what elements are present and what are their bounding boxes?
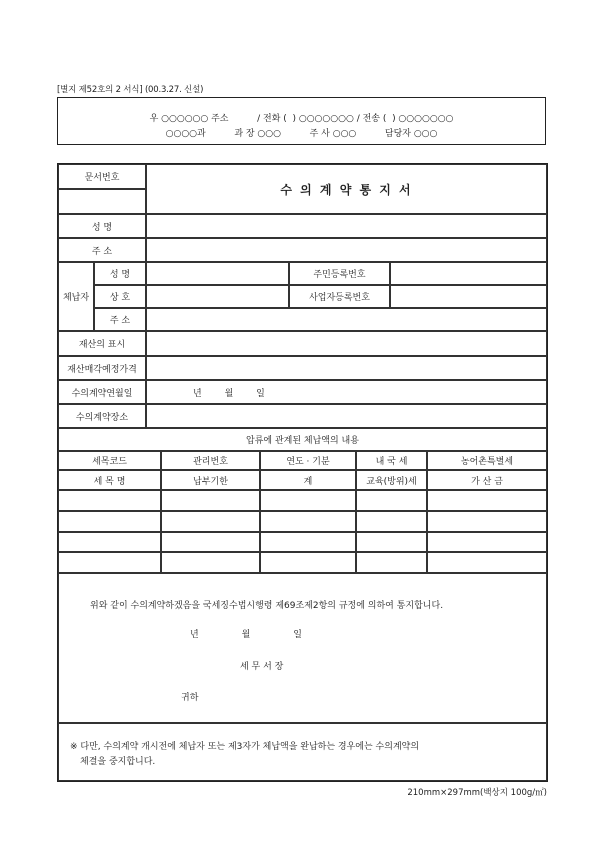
table-cell[interactable] — [356, 511, 427, 532]
table-cell[interactable] — [58, 490, 161, 511]
contract-date-field[interactable]: 년 월 일 — [146, 380, 547, 404]
sender-staff-line: ○○○○과 과 장 ○○○ 주 사 ○○○ 담당자 ○○○ — [165, 129, 438, 139]
col-management-no: 관리번호 — [161, 451, 260, 470]
taxpayer-name-field[interactable] — [146, 262, 289, 285]
table-cell[interactable] — [427, 490, 547, 511]
taxpayer-label: 체납자 — [58, 262, 94, 331]
trade-name-label: 상 호 — [94, 285, 146, 308]
table-cell[interactable] — [356, 552, 427, 573]
table-cell[interactable] — [161, 490, 260, 511]
notice-body — [58, 573, 547, 723]
table-cell[interactable] — [260, 552, 356, 573]
form-caption: [별지 제52호의 2 서식] (00.3.27. 신설) — [57, 85, 204, 95]
name-label: 성 명 — [58, 214, 146, 238]
table-cell[interactable] — [260, 511, 356, 532]
sender-info-box — [57, 97, 546, 145]
col-internal-tax: 내 국 세 — [356, 451, 427, 470]
sale-price-label: 재산매각예정가격 — [58, 356, 146, 380]
taxpayer-name-label: 성 명 — [94, 262, 146, 285]
table-cell[interactable] — [427, 532, 547, 552]
note-line-2: 체결을 중지합니다. — [80, 757, 156, 767]
sender-address-line: 우 ○○○○○○ 주소 / 전화 ( ) ○○○○○○○ / 전송 ( ) ○○○○○○○ — [149, 114, 454, 124]
trade-name-field[interactable] — [146, 285, 289, 308]
note-box — [58, 723, 547, 781]
address-label: 주 소 — [58, 238, 146, 262]
table-cell[interactable] — [427, 552, 547, 573]
table-cell[interactable] — [161, 511, 260, 532]
note-line-1: ※ 다만, 수의계약 개시전에 체납자 또는 제3자가 체납액을 완납하는 경우에는 수의계약의 — [70, 742, 420, 752]
notice-text: 위와 같이 수의계약하겠음을 국세징수법시행령 제69조제2항의 규정에 의하여 통지합니다. — [90, 601, 444, 611]
resident-no-field[interactable] — [390, 262, 547, 285]
table-cell[interactable] — [58, 511, 161, 532]
contract-place-label: 수의계약장소 — [58, 404, 146, 428]
table-cell[interactable] — [260, 490, 356, 511]
property-field[interactable] — [146, 331, 547, 356]
table-cell[interactable] — [260, 532, 356, 552]
col-total: 계 — [260, 470, 356, 490]
taxpayer-address-label: 주 소 — [94, 308, 146, 331]
col-tax-code: 세목코드 — [58, 451, 161, 470]
arrears-heading: 압류에 관계된 체납액의 내용 — [58, 428, 547, 451]
taxpayer-address-field[interactable] — [146, 308, 547, 331]
address-field[interactable] — [146, 238, 547, 262]
doc-number-label: 문서번호 — [58, 164, 146, 189]
col-penalty: 가 산 금 — [427, 470, 547, 490]
doc-number-field[interactable] — [58, 189, 146, 214]
notice-date: 년 월 일 — [190, 630, 302, 640]
recipient-label: 귀하 — [181, 693, 199, 703]
business-no-field[interactable] — [390, 285, 547, 308]
business-no-label: 사업자등록번호 — [289, 285, 390, 308]
col-year-period: 연도 · 기분 — [260, 451, 356, 470]
table-cell[interactable] — [58, 552, 161, 573]
contract-date-label: 수의계약연월일 — [58, 380, 146, 404]
table-cell[interactable] — [356, 532, 427, 552]
form-title: 수 의 계 약 통 지 서 — [146, 164, 547, 214]
notice-form — [57, 163, 548, 782]
paper-spec: 210mm×297mm(백상지 100g/㎡) — [407, 788, 547, 798]
table-cell[interactable] — [161, 532, 260, 552]
resident-no-label: 주민등록번호 — [289, 262, 390, 285]
table-cell[interactable] — [161, 552, 260, 573]
col-education-tax: 교육(방위)세 — [356, 470, 427, 490]
signer-title: 세 무 서 장 — [240, 662, 284, 672]
name-field[interactable] — [146, 214, 547, 238]
col-due-date: 납부기한 — [161, 470, 260, 490]
col-rural-tax: 농어촌특별세 — [427, 451, 547, 470]
contract-place-field[interactable] — [146, 404, 547, 428]
table-cell[interactable] — [427, 511, 547, 532]
table-cell[interactable] — [356, 490, 427, 511]
sale-price-field[interactable] — [146, 356, 547, 380]
property-label: 재산의 표시 — [58, 331, 146, 356]
table-cell[interactable] — [58, 532, 161, 552]
col-tax-name: 세 목 명 — [58, 470, 161, 490]
